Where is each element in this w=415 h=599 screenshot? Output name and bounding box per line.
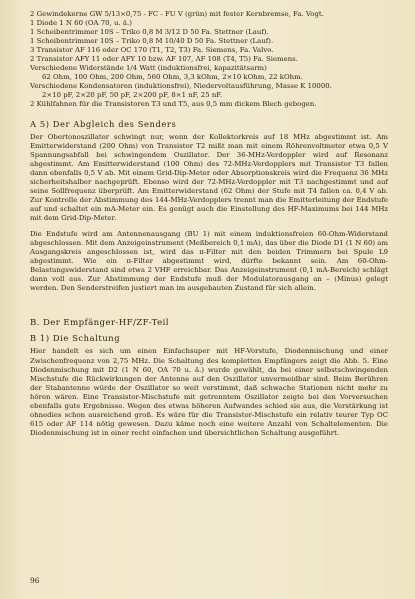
parts-list-item: 3 Transistor AF 116 oder OC 170 (T1, T2, T3) Fa. Siemens, Fa. Valvo. — [30, 46, 274, 55]
page-content — [30, 10, 388, 438]
parts-list-item: 62 Ohm, 100 Ohm, 200 Ohm, 560 Ohm, 3,3 kOhm, 2×10 kOhm, 22 kOhm. — [42, 73, 303, 82]
parts-list-item: Verschiedene Kondensatoren (induktionsfrei), Niedervoltausführung, Masse K 10000. — [30, 82, 332, 91]
section-a5-body — [30, 133, 388, 294]
section-b1-body — [30, 347, 388, 437]
section-b-heading: B. Der Empfänger-HF/ZF-Teil — [30, 318, 169, 329]
section-a5-heading: A 5) Der Abgleich des Senders — [30, 118, 177, 129]
parts-list-item: 2 Transistor AFY 11 oder AFY 10 bzw. AF 107, AF 108 (T4, T5) Fa. Siemens. — [30, 55, 298, 64]
page-number: 96 — [30, 576, 40, 585]
parts-list-item: 2 Gewindekerne GW 5/13×0,75 - FC - FU V (grün) mit fester Kernbremse, Fa. Vogt. — [30, 10, 324, 18]
parts-list-item: 1 Diode 1 N 60 (OA 70, u. ä.) — [30, 19, 132, 28]
paragraph: Der Obertonoszillator schwingt nur, wenn der Kollektorkreis auf 18 MHz abgestimmt ist. Am Emitterwiderstand (200 Ohm) von Transistor T2 mißt man mit einem Röhrenvoltmeter etwa 0,5 V Spannungsabfall bei schwingendem Oszillator. Der 36-MHz-Verdoppler wird auf Resonanz abgestimmt. Am Emitterwiderstand (100 Ohm) des 72-MHz-Verdopplers mit Transistor T3 fallen dann ebenfalls 0,5 V ab. Mit einem Grid-Dip-Meter oder Absorptionskreis wird die Frequenz 36 MHz sicherheitshalber nachgeprüft. Ebenso wird der 72-MHz-Verdoppler mit T3 nachgestimmt und auf seine Sollfrequenz überprüft. Am Emitterwiderstand (62 Ohm) der Stufe mit T4 fallen ca. 0,4 V ab. Zur Kontrolle der Abstimmung des 144-MHz-Verdopplers trennt man die Emitterleitung der Endstufe auf und schaltet ein mA-Meter ein. Es genügt auch die Einstellung des HF-Maximums bei 144 MHz mit dem Grid-Dip-Meter. — [30, 132, 388, 222]
paragraph: Hier handelt es sich um einen Einfachsuper mit HF-Vorstufe, Diodenmischung und einer Zwischenfrequenz von 2,75 MHz. Die Schaltung des kompletten Empfängers zeigt die Abb. 5. Eine Diodenmischung mit D2 (1 N 60, OA 70 u. ä.) wurde gewählt, da bei einer selbstschwingenden Mischstufe die Rückwirkungen der Antenne auf den Oszillator unvermeidbar sind. Beim Berühren der Stabantenne würde der Oszillator so weit verstimmt, daß schwache Stationen nicht mehr zu hören wären. Eine Transistor-Mischstufe mit getrenntem Oszillator zeigte bei den Vorversuchen ebenfalls gute Ergebnisse. Wegen des etwas höheren Aufwandes schied sie aus, die Verstärkung ist ohnedies schon ausreichend groß. Es wäre für die Transistor-Mischstufe ein relativ teurer Typ OC 615 oder AF 114 nötig gewesen. Dazu käme noch eine weitere Anzahl von Schaltelementen. Die Diodenmischung ist in einer recht einfachen und übersichtlichen Schaltung ausgeführt. — [30, 347, 388, 437]
paragraph: Die Endstufe wird am Antennenausgang (BU 1) mit einem induktionsfreien 60-Ohm-Widerstand abgeschlossen. Mit dem Anzeigeinstrument (Meßbereich 0,1 mA), das über die Diode D1 (1 N 60) am Ausgangskreis angeschlossen ist, wird das π-Filter mit den beiden Trimmern bei Spule L9 abgestimmt. Wie ein π-Filter abgestimmt wird, dürfte bekannt sein. Am 60-Ohm-Belastungswiderstand sind etwa 2 VHF erreichbar. Das Anzeigeinstrument (0,1 mA-Bereich) schlägt dann voll aus. Zur Abstimmung der Endstufe muß der Modulatorausgang an – (Minus) gelegt werden. Den Senderstreifen justiert man im ausgebauten Zustand für sich allein. — [30, 230, 388, 293]
parts-list — [30, 10, 388, 110]
parts-list-item: Verschiedene Widerstände 1/4 Watt (induktionsfrei, kapazitätsarm) — [30, 64, 267, 73]
parts-list-item: 2×10 pF, 2×20 pF, 50 pF, 2×200 pF, 8×1 nF, 25 nF. — [42, 91, 223, 100]
parts-list-item: 1 Scheibentrimmer 10S – Triko 0,8 M 10/40 D 50 Fa. Stettner (Lauf). — [30, 37, 274, 46]
parts-list-item: 2 Kühlfahnen für die Transistoren T3 und T5, aus 0,5 mm dickem Blech gebogen. — [30, 100, 317, 109]
section-b1-heading: B 1) Die Schaltung — [30, 333, 121, 344]
parts-list-item: 1 Scheibentrimmer 10S – Triko 0,8 M 3/12 D 50 Fa. Stettner (Lauf). — [30, 28, 269, 37]
